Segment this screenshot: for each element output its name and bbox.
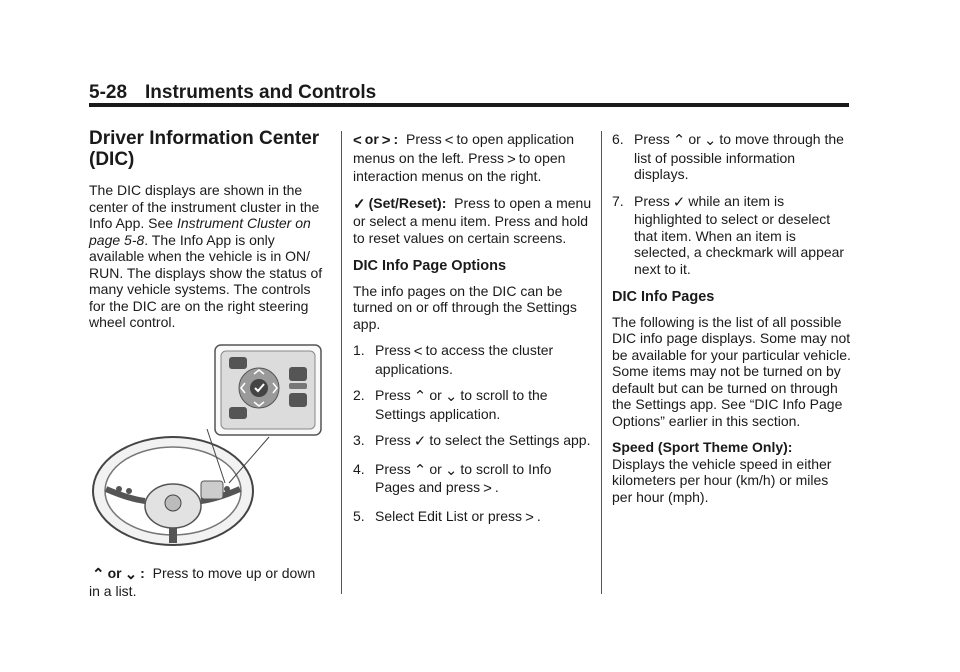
step-number: 1. [353,342,365,358]
step-7 [612,193,852,278]
chevron-right-icon: > [506,150,516,168]
chevron-right-icon: > [525,508,534,526]
step-number: 7. [612,192,624,209]
step-text: Press [375,387,411,403]
step-text: Press [375,432,411,448]
chevron-down-icon: ⌄ [703,132,717,149]
chevron-up-icon: ⌃ [413,461,427,479]
info-pages-intro: The following is the list of all possible DIC info page displays. Some may not be available for your particular vehicle. Some items may not be turned on by default but can be turned on through the Settings app. See “DIC Info Page Options” earlier in this section. [612,313,851,429]
step-number: 3. [353,432,365,448]
step-4 [353,461,593,498]
dic-intro-text: The DIC displays are shown in the center of the instrument cluster in the Info App. See [89,182,320,231]
checkmark-icon: ✓ [413,433,427,450]
step-or: or [429,460,442,477]
chevron-down-icon: ⌄ [444,461,458,479]
column-2 [353,131,593,536]
step-or: or [688,131,701,147]
chevron-up-icon: ⌃ [92,565,105,583]
step-2 [353,387,593,422]
checkmark-icon: ✓ [353,195,366,213]
column-divider-1 [341,131,342,594]
cross-reference-link[interactable]: Instrument Cluster on page 5-8 [89,215,311,248]
leftright-description: < or > : Press < to open application menus on the left. Press > to open interaction menus on the right. [353,131,575,184]
info-page-options-intro: The info pages on the DIC can be turned on or off through the Settings app. [353,282,577,332]
step-text: Press [634,131,670,147]
step-number: 4. [353,460,365,477]
step-text: . [536,507,541,524]
step-text: to select the Settings app. [429,432,591,448]
section-title: Driver Information Center (DIC) [89,128,320,170]
page-header [89,82,376,104]
dic-intro [89,182,329,331]
step-text: to move through the list of possible information displays. [634,131,844,182]
chevron-left-icon: < [413,343,423,360]
set-reset-label: (Set/Reset): [368,194,447,211]
speed-text: Displays the vehicle speed in either kilometers per hour (km/h) or miles per hour (mph). [612,455,832,505]
step-number: 2. [353,387,365,403]
step-text: to scroll to Info Pages and press [375,460,552,495]
leftright-or: or [364,131,379,147]
step-text: while an item is highlighted to select or deselect that item. When an item is selected, a checkmark will appear next to it. [634,192,845,277]
speed-description [612,439,852,505]
chevron-left-icon: < [444,132,454,149]
steering-wheel-illustration [89,341,329,551]
chevron-right-icon: > [381,132,391,149]
step-text: Press [375,342,411,358]
set-reset-description [353,195,593,247]
leftright-text-2: to open application menus on the left. Press [353,131,575,166]
step-number: 5. [353,507,365,524]
leftright-text-1: Press [405,131,442,147]
header-rule [89,103,849,107]
step-6 [612,131,852,183]
chapter-title: Instruments and Controls [145,82,377,103]
step-text: Select Edit List or press [375,507,523,524]
step-or: or [429,387,442,403]
chevron-up-icon: ⌃ [672,132,686,149]
chevron-down-icon: ⌄ [124,565,138,583]
updown-or: or [107,564,122,581]
step-text: to scroll to the Settings application. [375,387,548,422]
updown-text: Press to move up or down in a list. [89,564,316,599]
step-text: to access the cluster applications. [375,342,554,377]
dic-intro-text-2: . The Info App is only available when the vehicle is in ON/ RUN. The displays show the status of many vehicle systems. The controls for the DIC are on the right steering wheel control. [89,231,323,330]
step-text: Press [375,460,411,477]
column-1 [89,128,329,610]
info-page-options-heading: DIC Info Page Options [353,258,507,274]
info-pages-heading: DIC Info Pages [612,289,715,305]
step-1 [353,342,593,377]
chevron-right-icon: > [483,480,492,497]
chevron-up-icon: ⌃ [413,388,427,405]
checkmark-icon: ✓ [672,193,686,211]
page-number: 5-28 [89,82,128,103]
step-3 [353,432,593,451]
step-text: Press [634,192,670,209]
step-text: . [494,479,499,495]
chevron-left-icon: < [353,132,362,149]
speed-label: Speed (Sport Theme Only): [612,439,793,455]
set-reset-text: Press to open a menu or select a menu item. Press and hold to reset values on certain screens. [353,194,592,246]
column-divider-2 [601,131,602,594]
step-number: 6. [612,131,624,147]
leftright-text-3: to open interaction menus on the right. [353,149,566,184]
updown-description: ⌃ or ⌄ : Press to move up or down in a list. [89,564,316,599]
chevron-down-icon: ⌄ [444,388,458,405]
column-3 [612,131,852,515]
step-5 [353,508,593,527]
